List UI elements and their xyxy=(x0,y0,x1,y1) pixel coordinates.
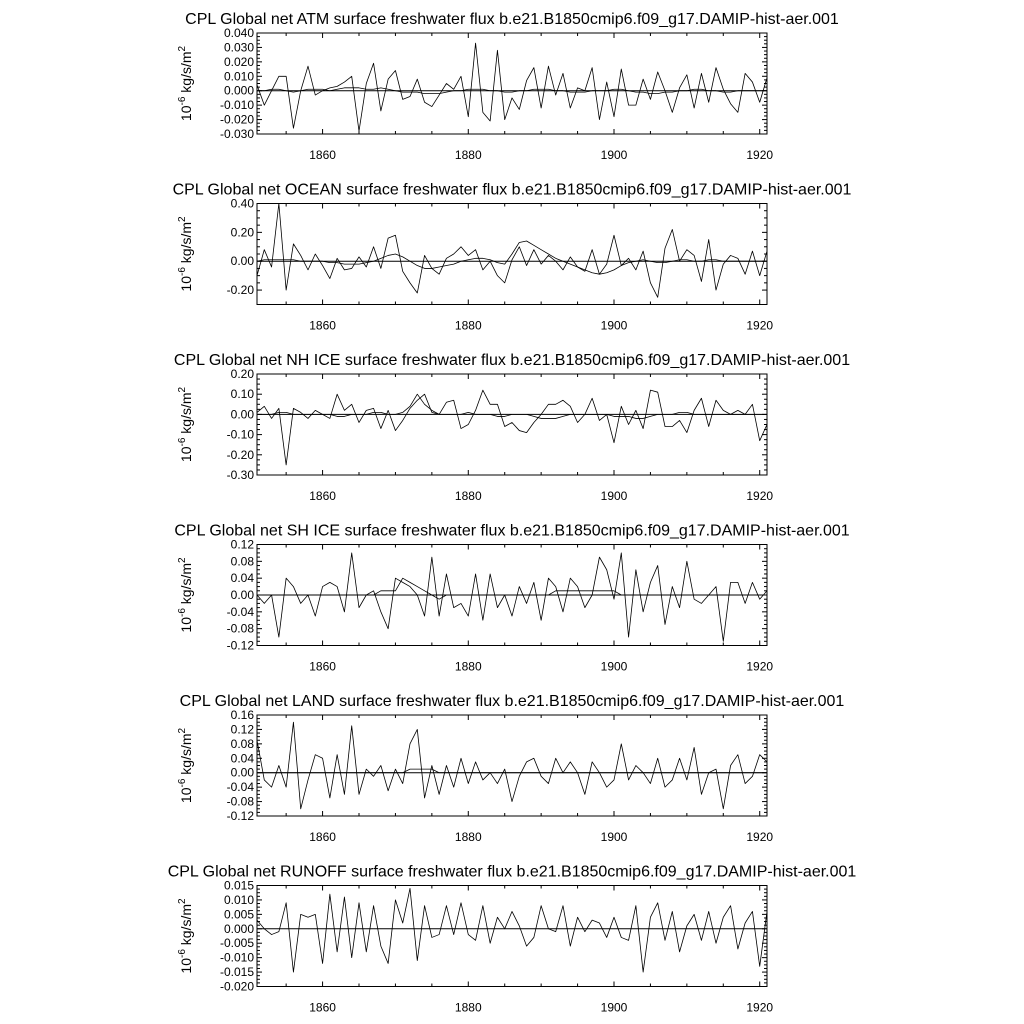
x-tick-label: 1900 xyxy=(600,489,628,503)
y-tick-label: 0.20 xyxy=(230,367,254,381)
x-tick-label: 1860 xyxy=(309,659,336,674)
x-tick-label: 1920 xyxy=(746,659,774,674)
y-tick-label: -0.12 xyxy=(226,809,254,823)
y-tick-label: -0.030 xyxy=(219,127,254,141)
x-tick-label: 1900 xyxy=(600,318,628,333)
y-tick-label: -0.020 xyxy=(219,979,254,994)
x-tick-label: 1920 xyxy=(746,1000,774,1015)
y-tick-label: 0.08 xyxy=(230,554,254,569)
y-label-unit: kg/s/m xyxy=(178,392,194,438)
y-tick-label: -0.08 xyxy=(226,794,254,809)
y-tick-label: -0.020 xyxy=(219,112,254,127)
y-tick-label: -0.10 xyxy=(226,427,254,442)
y-tick-label: 0.020 xyxy=(223,54,254,69)
x-tick-label: 1880 xyxy=(454,489,482,503)
x-tick-label: 1860 xyxy=(309,318,336,333)
panel-title: CPL Global net ATM surface freshwater flux b.e21.B1850cmip6.f09_g17.DAMIP-hist-aer.001 xyxy=(185,11,839,28)
panel-2 xyxy=(173,182,852,333)
panel-title: CPL Global net SH ICE surface freshwater flux b.e21.B1850cmip6.f09_g17.DAMIP-hist-aer.001 xyxy=(174,522,850,540)
series-line-annual xyxy=(257,390,767,465)
y-label-exponent: -6 xyxy=(177,96,188,106)
y-label-unit-exponent: 2 xyxy=(177,45,188,52)
y-label-unit-exponent: 2 xyxy=(177,386,188,393)
y-label-base: 10 xyxy=(178,276,194,292)
series-line-annual xyxy=(257,43,767,131)
plot-frame xyxy=(257,374,767,475)
x-tick-label: 1900 xyxy=(600,830,628,844)
panel-title: CPL Global net OCEAN surface freshwater flux b.e21.B1850cmip6.f09_g17.DAMIP-hist-aer.001 xyxy=(172,181,852,199)
plot-frame xyxy=(257,33,767,134)
series-line-annual xyxy=(257,553,767,641)
y-tick-label: 0.030 xyxy=(223,40,254,55)
y-tick-label: -0.12 xyxy=(226,638,254,653)
panel-title: CPL Global net LAND surface freshwater flux b.e21.B1850cmip6.f09_g17.DAMIP-hist-aer.001 xyxy=(179,693,845,710)
y-tick-label: 0.08 xyxy=(230,736,254,751)
series-line-annual xyxy=(257,204,767,298)
x-tick-label: 1860 xyxy=(309,1000,336,1015)
y-tick-label: -0.20 xyxy=(226,283,254,298)
y-tick-label: -0.08 xyxy=(226,621,254,636)
x-tick-label: 1880 xyxy=(454,659,482,674)
y-label-exponent: -6 xyxy=(177,267,188,277)
y-label-unit-exponent: 2 xyxy=(177,727,188,734)
x-tick-label: 1880 xyxy=(454,148,482,162)
x-tick-label: 1900 xyxy=(600,659,628,674)
panel-title: CPL Global net RUNOFF surface freshwater flux b.e21.B1850cmip6.f09_g17.DAMIP-hist-aer.001 xyxy=(167,863,857,881)
y-label-base: 10 xyxy=(178,958,194,974)
panel-6 xyxy=(168,864,857,1015)
panel-4 xyxy=(174,523,849,674)
y-label-unit: kg/s/m xyxy=(178,51,194,97)
y-label-unit: kg/s/m xyxy=(178,221,194,268)
y-tick-label: 0.00 xyxy=(230,254,254,269)
y-label-exponent: -6 xyxy=(177,437,188,447)
y-tick-label: -0.015 xyxy=(219,965,254,980)
panel-title: CPL Global net NH ICE surface freshwater flux b.e21.B1850cmip6.f09_g17.DAMIP-hist-aer.001 xyxy=(173,352,851,369)
y-tick-label: 0.04 xyxy=(230,751,254,766)
x-tick-label: 1880 xyxy=(454,318,482,333)
series-line-smoothed xyxy=(257,769,767,773)
x-tick-label: 1880 xyxy=(454,1000,482,1015)
y-axis-label xyxy=(177,727,194,803)
plot-frame xyxy=(257,886,767,987)
y-tick-label: 0.00 xyxy=(230,588,254,602)
y-label-unit-exponent: 2 xyxy=(177,898,188,904)
x-tick-label: 1880 xyxy=(454,830,482,844)
x-tick-label: 1900 xyxy=(600,148,628,162)
y-tick-label: -0.30 xyxy=(226,468,254,482)
y-label-base: 10 xyxy=(178,787,194,804)
y-tick-label: 0.04 xyxy=(230,571,254,586)
y-tick-label: 0.015 xyxy=(223,878,254,893)
panel-1 xyxy=(177,11,839,162)
y-label-unit: kg/s/m xyxy=(178,903,194,950)
panel-3 xyxy=(174,352,850,503)
y-tick-label: 0.10 xyxy=(230,387,254,402)
y-tick-label: 0.12 xyxy=(230,537,254,552)
y-label-base: 10 xyxy=(178,446,194,463)
y-tick-label: 0.040 xyxy=(223,26,254,40)
x-tick-label: 1900 xyxy=(600,1000,628,1015)
y-label-unit: kg/s/m xyxy=(178,733,194,779)
y-axis-label xyxy=(177,386,194,462)
y-tick-label: -0.20 xyxy=(226,447,254,462)
y-axis-label xyxy=(177,45,194,121)
y-label-exponent: -6 xyxy=(177,608,188,618)
y-label-base: 10 xyxy=(178,617,194,633)
y-tick-label: 0.20 xyxy=(230,225,254,240)
y-tick-label: 0.005 xyxy=(223,907,254,922)
y-axis-label xyxy=(177,898,194,974)
panel-5 xyxy=(177,693,844,844)
x-tick-label: 1860 xyxy=(309,489,336,503)
y-label-base: 10 xyxy=(178,105,194,122)
y-tick-label: 0.00 xyxy=(230,407,254,422)
y-tick-label: -0.005 xyxy=(219,936,254,951)
y-tick-label: -0.04 xyxy=(226,604,254,619)
x-tick-label: 1860 xyxy=(309,830,336,844)
y-tick-label: 0.000 xyxy=(223,83,254,98)
y-label-exponent: -6 xyxy=(177,778,188,788)
y-axis-label xyxy=(177,557,194,633)
y-label-unit-exponent: 2 xyxy=(177,557,188,563)
y-tick-label: -0.010 xyxy=(219,950,254,965)
y-tick-label: 0.16 xyxy=(230,708,254,722)
y-tick-label: -0.010 xyxy=(219,98,254,113)
y-tick-label: 0.00 xyxy=(230,765,254,780)
series-line-annual xyxy=(257,722,767,809)
x-tick-label: 1860 xyxy=(309,148,336,162)
x-tick-label: 1920 xyxy=(746,489,774,503)
y-label-exponent: -6 xyxy=(177,949,188,959)
x-tick-label: 1920 xyxy=(746,830,774,844)
y-tick-label: 0.010 xyxy=(223,892,254,907)
y-tick-label: 0.000 xyxy=(223,921,254,936)
series-line-annual xyxy=(257,888,767,972)
y-label-unit: kg/s/m xyxy=(178,562,194,609)
y-tick-label: 0.12 xyxy=(230,722,254,737)
y-tick-label: 0.010 xyxy=(223,69,254,84)
y-tick-label: 0.40 xyxy=(230,196,254,211)
y-axis-label xyxy=(177,216,194,292)
x-tick-label: 1920 xyxy=(746,148,774,162)
x-tick-label: 1920 xyxy=(746,318,774,333)
y-tick-label: -0.04 xyxy=(226,780,254,795)
y-label-unit-exponent: 2 xyxy=(177,216,188,222)
